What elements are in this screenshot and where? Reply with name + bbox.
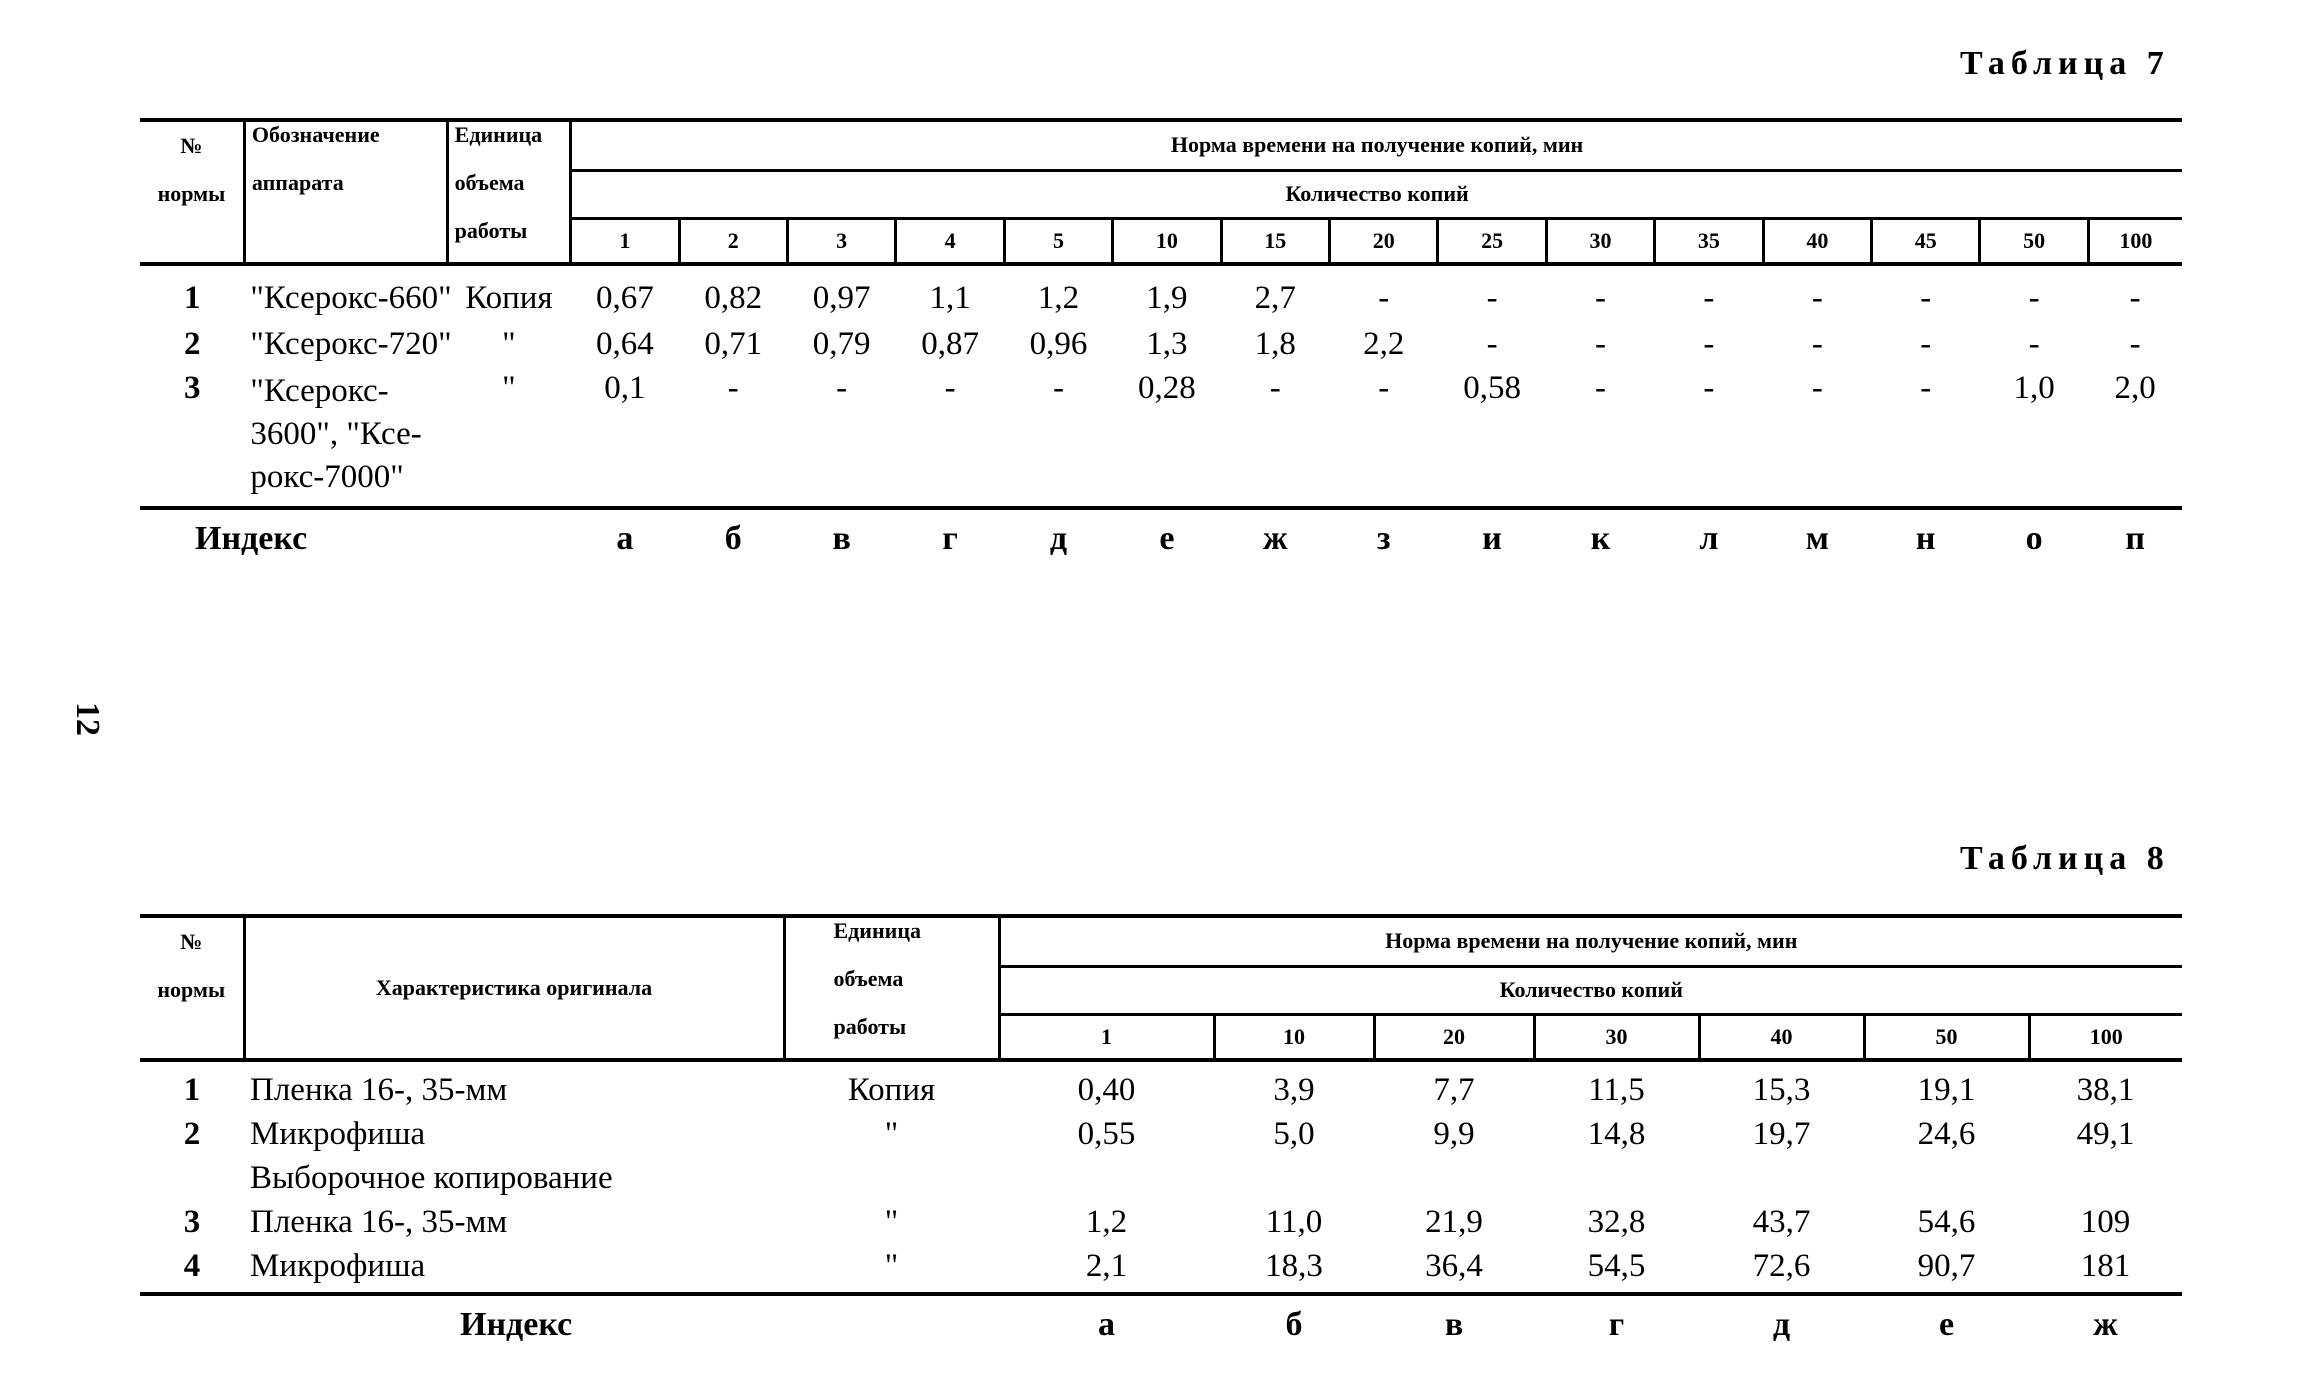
cell: - xyxy=(1595,326,1606,362)
section-label: Выборочное копирование xyxy=(250,1160,613,1196)
row-unit: " xyxy=(884,1204,899,1240)
cell: 9,9 xyxy=(1433,1116,1475,1152)
cell: 1,9 xyxy=(1146,280,1188,316)
index-label: Индекс xyxy=(140,1294,999,1354)
cell: 36,4 xyxy=(1425,1248,1483,1284)
cell: 1,2 xyxy=(1085,1204,1128,1240)
cell: - xyxy=(1920,370,1932,406)
cell: - xyxy=(1595,370,1606,406)
col-header: 35 xyxy=(1655,218,1763,264)
col-header: 20 xyxy=(1329,218,1437,264)
row-unit: " xyxy=(884,1248,899,1284)
row-unit: Копия xyxy=(847,1072,936,1108)
col-header: 10 xyxy=(1113,218,1221,264)
row-device: "Ксерокс-660" xyxy=(250,280,452,316)
header-num: № xyxy=(140,120,244,170)
cell: - xyxy=(727,370,739,406)
cell: 7,7 xyxy=(1433,1072,1475,1108)
header-num-3 xyxy=(140,218,244,264)
table-row xyxy=(140,1060,2182,1116)
cell: 1,1 xyxy=(929,280,971,316)
table-row xyxy=(140,264,2182,326)
index-cell: ж xyxy=(2029,1294,2182,1354)
cell: 0,40 xyxy=(1077,1072,1136,1108)
cell: - xyxy=(1378,280,1390,316)
header-unit: Единица xyxy=(447,120,570,170)
row-characteristic: Микрофиша xyxy=(250,1248,426,1284)
col-header: 10 xyxy=(1214,1014,1374,1060)
cell: 54,5 xyxy=(1587,1248,1646,1284)
cell: - xyxy=(1378,370,1390,406)
col-header: 15 xyxy=(1221,218,1329,264)
header-unit-3: работы xyxy=(784,1014,999,1060)
row-num: 4 xyxy=(183,1248,201,1284)
row-unit: " xyxy=(502,326,516,362)
cell: 1,0 xyxy=(2013,370,2055,406)
cell: - xyxy=(2028,326,2040,362)
index-cell: н xyxy=(1872,508,1980,568)
table-8 xyxy=(140,914,2182,1354)
table-row xyxy=(140,326,2182,370)
table-8-header-row-1 xyxy=(140,916,2182,966)
index-cell: г xyxy=(1534,1294,1699,1354)
table-7 xyxy=(140,118,2182,568)
header-device: Обозначение xyxy=(244,120,447,170)
cell: 0,82 xyxy=(704,280,763,316)
col-header: 30 xyxy=(1546,218,1654,264)
header-num-2: нормы xyxy=(140,966,244,1014)
cell: - xyxy=(836,370,848,406)
col-header: 5 xyxy=(1004,218,1112,264)
col-header: 1 xyxy=(999,1014,1214,1060)
index-cell: б xyxy=(1214,1294,1374,1354)
cell: 38,1 xyxy=(2076,1072,2135,1108)
col-header: 1 xyxy=(571,218,679,264)
table-row xyxy=(140,1248,2182,1294)
cell: - xyxy=(2129,280,2141,316)
index-cell: ж xyxy=(1221,508,1329,568)
cell: 1,2 xyxy=(1037,280,1080,316)
row-num: 2 xyxy=(183,326,201,362)
cell: 1,3 xyxy=(1146,326,1188,362)
cell: 0,96 xyxy=(1029,326,1088,362)
index-row xyxy=(140,1294,2182,1354)
cell: 2,1 xyxy=(1085,1248,1128,1284)
cell: 2,0 xyxy=(2114,370,2156,406)
cell: 72,6 xyxy=(1752,1248,1811,1284)
row-characteristic: Пленка 16-, 35-мм xyxy=(250,1072,508,1108)
row-device xyxy=(244,370,447,508)
row-num: 1 xyxy=(183,280,201,316)
row-num: 2 xyxy=(183,1116,201,1152)
index-cell: к xyxy=(1546,508,1654,568)
col-header: 30 xyxy=(1534,1014,1699,1060)
cell: - xyxy=(1486,280,1498,316)
col-header: 100 xyxy=(2089,1023,2123,1049)
cell: - xyxy=(1703,370,1715,406)
cell: - xyxy=(1703,326,1715,362)
cell: 2,7 xyxy=(1254,280,1296,316)
table-row xyxy=(140,370,2182,508)
row-characteristic: Микрофиша xyxy=(250,1116,426,1152)
index-cell: а xyxy=(571,508,679,568)
table-row xyxy=(140,1204,2182,1248)
row-num: 1 xyxy=(183,1072,201,1108)
cell: 0,79 xyxy=(812,326,871,362)
col-header: 40 xyxy=(1763,218,1871,264)
header-unit-3: работы xyxy=(447,218,570,264)
cell: 19,7 xyxy=(1752,1116,1811,1152)
cell: 18,3 xyxy=(1265,1248,1323,1284)
index-cell: п xyxy=(2088,508,2182,568)
cell: 32,8 xyxy=(1587,1204,1646,1240)
cell: - xyxy=(1052,370,1064,406)
col-header: 4 xyxy=(896,218,1004,264)
row-device: "Ксерокс-720" xyxy=(250,326,452,362)
index-cell: д xyxy=(1004,508,1112,568)
col-header: 50 xyxy=(1980,218,2088,264)
cell: 43,7 xyxy=(1752,1204,1811,1240)
header-num: № xyxy=(140,916,244,966)
col-header: 100 xyxy=(2119,227,2153,253)
cell: - xyxy=(2129,326,2141,362)
cell: 3,9 xyxy=(1273,1072,1315,1108)
index-cell: г xyxy=(896,508,1004,568)
header-unit: Единица xyxy=(784,916,999,966)
index-cell: б xyxy=(679,508,787,568)
cell: - xyxy=(1703,280,1715,316)
cell: 0,67 xyxy=(595,280,654,316)
cell: 11,5 xyxy=(1588,1072,1645,1108)
row-device-line: рокс-7000" xyxy=(250,459,404,495)
cell: 5,0 xyxy=(1273,1116,1315,1152)
cell: - xyxy=(1920,280,1932,316)
row-num: 3 xyxy=(183,1204,201,1240)
page-number: 12 xyxy=(69,702,106,736)
index-row xyxy=(140,508,2182,568)
cell: - xyxy=(1811,280,1823,316)
table-7-title: Таблица 7 xyxy=(1960,45,2170,82)
header-unit-2: объема xyxy=(784,966,999,1014)
index-cell: д xyxy=(1699,1294,1864,1354)
cell: 0,97 xyxy=(812,280,871,316)
cell: 49,1 xyxy=(2076,1116,2135,1152)
row-device-line: "Ксерокс- xyxy=(250,373,389,409)
cell: 14,8 xyxy=(1587,1116,1646,1152)
header-num-3 xyxy=(140,1014,244,1060)
index-cell: а xyxy=(999,1294,1214,1354)
cell: 11,0 xyxy=(1265,1204,1323,1240)
section-spacer xyxy=(140,1160,244,1204)
index-cell: и xyxy=(1438,508,1546,568)
col-header: 45 xyxy=(1872,218,1980,264)
cell: 1,8 xyxy=(1254,326,1296,362)
table-7-header-row-3 xyxy=(140,218,2182,264)
row-characteristic: Пленка 16-, 35-мм xyxy=(250,1204,508,1240)
header-norm: Норма времени на получение копий, мин xyxy=(999,916,2182,966)
index-cell: е xyxy=(1864,1294,2029,1354)
col-header: 20 xyxy=(1374,1014,1534,1060)
header-copies: Количество копий xyxy=(571,170,2182,218)
col-header: 3 xyxy=(787,218,895,264)
cell: 90,7 xyxy=(1917,1248,1976,1284)
col-header: 40 xyxy=(1699,1014,1864,1060)
section-row xyxy=(140,1160,2182,1204)
header-norm: Норма времени на получение копий, мин xyxy=(571,120,2182,170)
header-num-2: нормы xyxy=(140,170,244,218)
index-cell: з xyxy=(1329,508,1437,568)
header-unit-2: объема xyxy=(447,170,570,218)
cell: - xyxy=(2028,280,2040,316)
cell: 2,2 xyxy=(1363,326,1405,362)
cell: 54,6 xyxy=(1917,1204,1976,1240)
header-device-2: аппарата xyxy=(244,170,447,218)
col-header: 2 xyxy=(679,218,787,264)
cell: 0,55 xyxy=(1077,1116,1136,1152)
row-device-line: 3600", "Ксе- xyxy=(250,416,422,452)
cell: 21,9 xyxy=(1425,1204,1483,1240)
cell: 15,3 xyxy=(1752,1072,1811,1108)
cell: 24,6 xyxy=(1917,1116,1976,1152)
index-cell: м xyxy=(1763,508,1871,568)
cell: 0,28 xyxy=(1138,370,1196,406)
cell: - xyxy=(1811,370,1823,406)
index-cell: в xyxy=(787,508,895,568)
cell: - xyxy=(1811,326,1823,362)
cell: - xyxy=(1486,326,1498,362)
row-unit: " xyxy=(884,1116,899,1152)
cell: - xyxy=(1595,280,1606,316)
cell: 0,64 xyxy=(595,326,654,362)
cell: 0,87 xyxy=(921,326,979,362)
row-unit: " xyxy=(502,370,516,406)
cell: - xyxy=(944,370,956,406)
cell: 109 xyxy=(2080,1204,2131,1240)
table-7-header-row-2 xyxy=(140,170,2182,218)
index-cell: е xyxy=(1113,508,1221,568)
col-header: 50 xyxy=(1864,1014,2029,1060)
table-7-header-row-1 xyxy=(140,120,2182,170)
index-cell: о xyxy=(1980,508,2088,568)
cell: - xyxy=(1920,326,1932,362)
index-cell: в xyxy=(1374,1294,1534,1354)
index-label: Индекс xyxy=(140,508,571,568)
row-num: 3 xyxy=(183,370,201,406)
cell: - xyxy=(1269,370,1281,406)
cell: 0,71 xyxy=(704,326,763,362)
header-copies: Количество копий xyxy=(999,966,2182,1014)
index-cell: л xyxy=(1655,508,1763,568)
row-unit: Копия xyxy=(465,280,553,316)
header-characteristic: Характеристика оригинала xyxy=(244,916,784,1060)
cell: 19,1 xyxy=(1917,1072,1976,1108)
cell: 181 xyxy=(2080,1248,2131,1284)
table-8-title: Таблица 8 xyxy=(1960,840,2170,877)
table-row xyxy=(140,1116,2182,1160)
cell: 0,1 xyxy=(604,370,646,406)
cell: 0,58 xyxy=(1463,370,1521,406)
header-device-3 xyxy=(244,218,447,264)
col-header: 25 xyxy=(1438,218,1546,264)
